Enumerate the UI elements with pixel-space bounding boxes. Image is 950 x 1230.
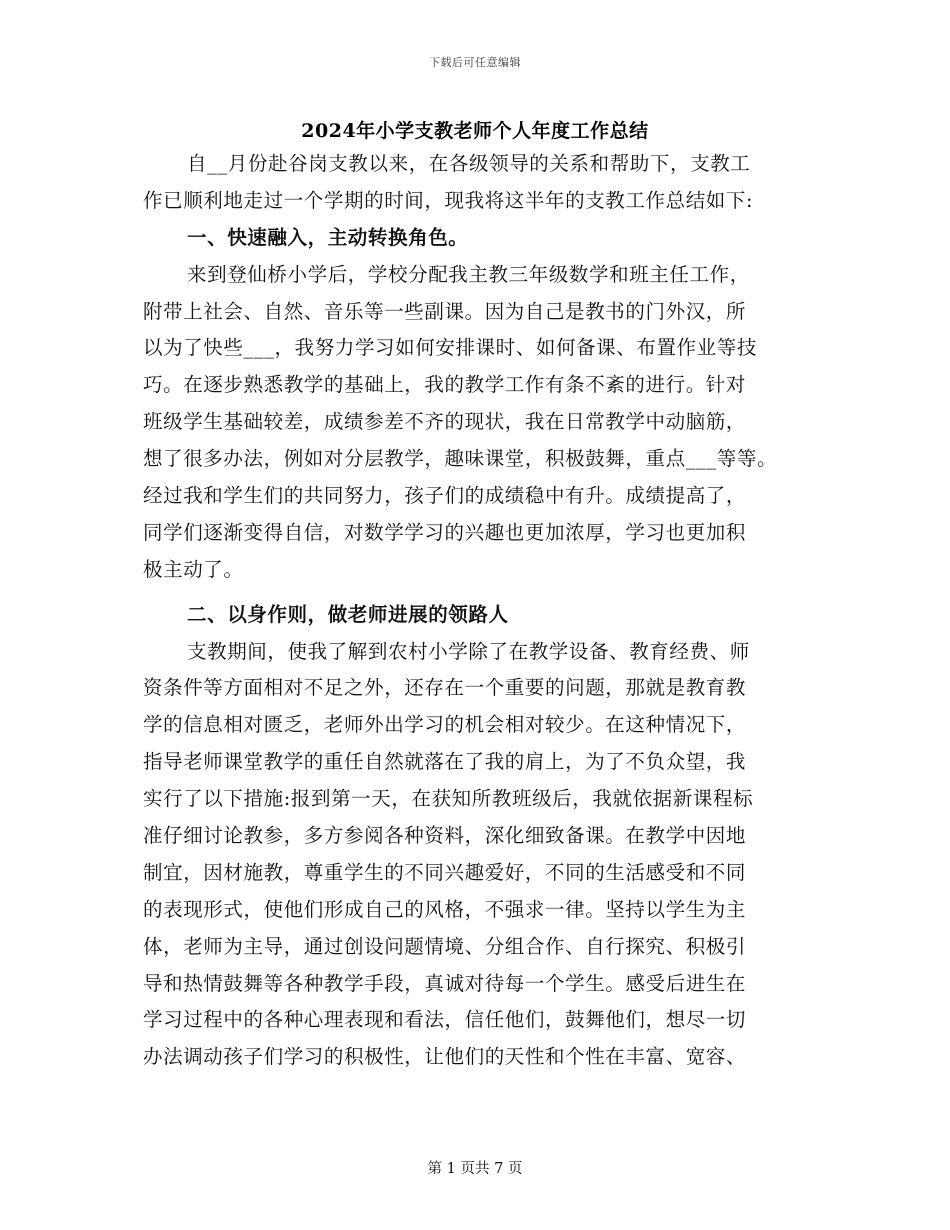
document-title: 2024年小学支教老师个人年度工作总结 [301,120,649,142]
section2-line: 学的信息相对匮乏，老师外出学习的机会相对较少。在这种情况下， [143,713,747,737]
page-number-footer: 第 1 页共 7 页 [427,1161,523,1177]
section-heading-1: 一、快速融入，主动转换角色。 [187,225,469,249]
section1-line: 以为了快些___，我努力学习如何安排课时、如何备课、布置作业等技 [143,336,757,360]
section2-line: 支教期间，使我了解到农村小学除了在教学设备、教育经费、师 [187,639,750,663]
section2-line: 制宜，因材施教，尊重学生的不同兴趣爱好，不同的生活感受和不同 [143,860,747,884]
section1-line: 来到登仙桥小学后，学校分配我主教三年级数学和班主任工作， [187,262,750,286]
document-body [143,146,823,1076]
section2-line: 实行了以下措施:报到第一天，在获知所教班级后，我就依据新课程标 [143,787,754,811]
section1-line: 经过我和学生们的共同努力，孩子们的成绩稳中有升。成绩提高了， [143,484,747,508]
section1-line: 想了很多办法，例如对分层教学，趣味课堂，积极鼓舞，重点___等等。 [143,447,778,471]
section-heading-2: 二、以身作则，做老师进展的领路人 [187,602,509,626]
section2-line: 的表现形式，使他们形成自己的风格，不强求一律。坚持以学生为主 [143,897,747,921]
header-note: 下载后可任意编辑 [429,56,521,69]
section2-line: 导和热情鼓舞等各种教学手段，真诚对待每一个学生。感受后进生在 [143,971,747,995]
section2-line: 指导老师课堂教学的重任自然就落在了我的肩上，为了不负众望，我 [143,750,747,774]
section2-line: 学习过程中的各种心理表现和看法，信任他们，鼓舞他们，想尽一切 [143,1008,747,1032]
section1-line: 极主动了。 [143,557,244,581]
section1-line: 附带上社会、自然、音乐等一些副课。因为自己是教书的门外汉，所 [143,299,747,323]
section1-line: 同学们逐渐变得自信，对数学学习的兴趣也更加浓厚，学习也更加积 [143,520,747,544]
section2-line: 体，老师为主导，通过创设问题情境、分组合作、自行探究、积极引 [143,934,747,958]
section1-line: 巧。在逐步熟悉教学的基础上，我的教学工作有条不紊的进行。针对 [143,373,747,397]
section1-line: 班级学生基础较差，成绩参差不齐的现状，我在日常教学中动脑筋， [143,410,747,434]
section2-line: 准仔细讨论教参，多方参阅各种资料，深化细致备课。在教学中因地 [143,824,747,848]
intro-line: 作已顺利地走过一个学期的时间，现我将这半年的支教工作总结如下: [143,188,754,212]
section2-line: 资条件等方面相对不足之外，还存在一个重要的问题，那就是教育教 [143,676,747,700]
section2-line: 办法调动孩子们学习的积极性，让他们的天性和个性在丰富、宽容、 [143,1045,747,1069]
intro-line: 自__月份赴谷岗支教以来，在各级领导的关系和帮助下，支教工 [187,152,751,175]
